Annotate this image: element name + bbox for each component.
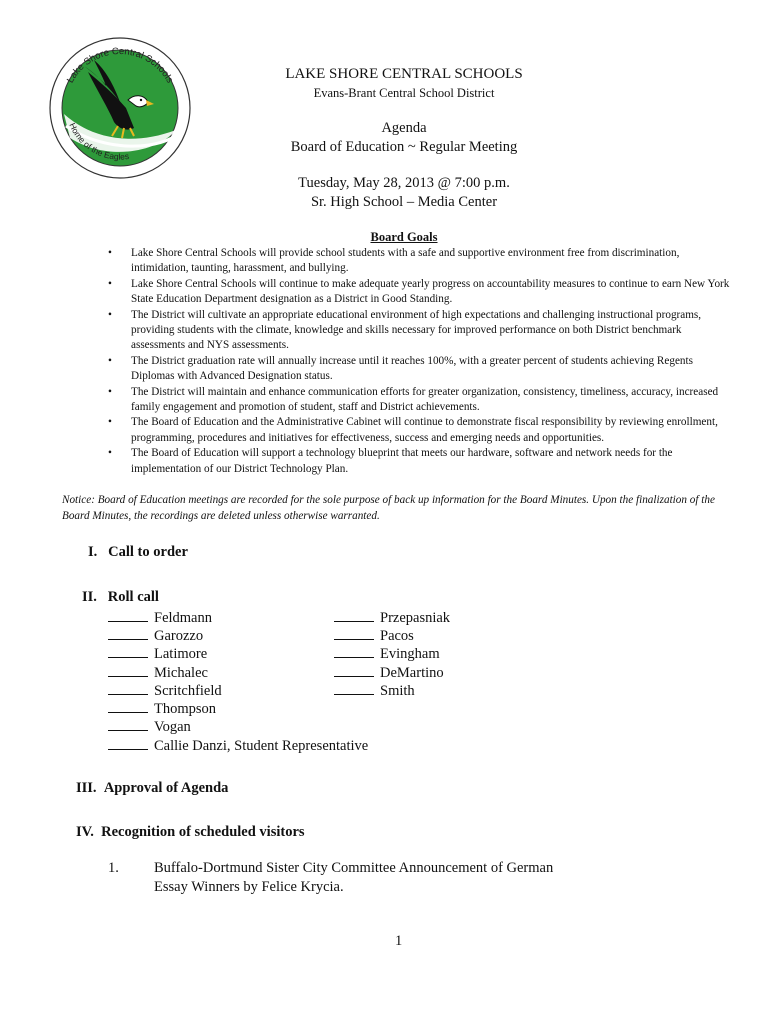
roll-blank bbox=[334, 662, 374, 677]
roll-call-entry bbox=[334, 643, 440, 663]
member-name: Vogan bbox=[154, 719, 191, 735]
section-number: III. bbox=[76, 780, 97, 796]
district-name: Evans-Brant Central School District bbox=[313, 86, 495, 100]
roll-call-entry bbox=[108, 698, 216, 718]
roll-blank bbox=[108, 625, 148, 640]
section-title: Approval of Agenda bbox=[103, 780, 229, 796]
roll-call-entry bbox=[108, 607, 212, 627]
roll-call-entry bbox=[108, 680, 222, 700]
meeting-type: Board of Education ~ Regular Meeting bbox=[290, 139, 518, 155]
member-name: Evingham bbox=[380, 646, 440, 662]
member-name: DeMartino bbox=[380, 665, 444, 681]
board-goals-heading: Board Goals bbox=[370, 230, 438, 244]
roll-call-entry bbox=[334, 607, 450, 627]
section-number: IV. bbox=[76, 824, 94, 840]
section-call-to-order bbox=[88, 544, 188, 561]
goal-item: • The District will cultivate an appropriate educational environment of high expectations and challenging instructional programs, providing students with the climate, knowledge and skills necessary for improved performance on both District benchmark assessments and NYS assessments. bbox=[108, 308, 734, 354]
roll-call-entry bbox=[334, 662, 444, 682]
member-name: Feldmann bbox=[154, 610, 212, 626]
visitor-item-text-line1: Buffalo-Dortmund Sister City Committee Announcement of German bbox=[154, 860, 554, 876]
goal-item: • Lake Shore Central Schools will continue to make adequate yearly progress on accountability measures to continue to earn New York State Education Department designation as a District in Good Standing. bbox=[108, 277, 734, 308]
roll-blank bbox=[108, 698, 148, 713]
roll-call-entry bbox=[334, 625, 414, 645]
recording-notice: Notice: Board of Education meetings are recorded for the sole purpose of back up information for the Board Minutes. Upon the finalization of the Board Minutes, the recordings are deleted unless otherwise warranted. bbox=[62, 494, 715, 522]
meeting-date: Tuesday, May 28, 2013 @ 7:00 p.m. bbox=[298, 175, 510, 191]
member-name: Thompson bbox=[154, 701, 217, 717]
member-name: Michalec bbox=[154, 665, 208, 681]
section-title: Recognition of scheduled visitors bbox=[101, 824, 305, 840]
section-number: II. bbox=[82, 589, 97, 605]
goal-item: • The District graduation rate will annually increase until it reaches 100%, with a greater percent of students achieving Regents Diplomas with Advanced Designation status. bbox=[108, 354, 734, 385]
roll-blank bbox=[334, 607, 374, 622]
member-name: Scritchfield bbox=[154, 683, 222, 699]
doc-title: Agenda bbox=[381, 120, 427, 136]
page-number: 1 bbox=[395, 933, 403, 949]
roll-call-entry bbox=[108, 716, 191, 736]
member-name: Latimore bbox=[154, 646, 208, 662]
logo-ring-text-top: Lake Shore Central Schools bbox=[64, 45, 176, 85]
roll-blank bbox=[334, 643, 374, 658]
board-goals-list bbox=[108, 246, 734, 477]
member-name: Pacos bbox=[380, 628, 414, 644]
section-approval-of-agenda bbox=[76, 780, 228, 797]
roll-blank bbox=[108, 643, 148, 658]
section-number: I. bbox=[88, 544, 98, 560]
section-title: Call to order bbox=[108, 544, 188, 560]
roll-call-entry bbox=[108, 643, 207, 663]
goal-item: • Lake Shore Central Schools will provide school students with a safe and supportive environment free from discrimination, intimidation, taunting, harassment, and bullying. bbox=[108, 246, 734, 277]
visitor-item-text-line2: Essay Winners by Felice Krycia. bbox=[154, 879, 344, 895]
meeting-location: Sr. High School – Media Center bbox=[310, 194, 498, 210]
roll-call-entry bbox=[108, 625, 203, 645]
roll-blank bbox=[334, 680, 374, 695]
roll-call-entry bbox=[108, 735, 368, 755]
goal-item: • The Board of Education and the Administrative Cabinet will continue to demonstrate fiscal responsibility by reviewing enrollment, programming, procedures and initiatives for effectiveness, success and emerging needs and opportunities. bbox=[108, 415, 734, 446]
section-roll-call bbox=[82, 589, 159, 606]
section-scheduled-visitors bbox=[76, 824, 305, 841]
roll-blank bbox=[108, 680, 148, 695]
school-name: LAKE SHORE CENTRAL SCHOOLS bbox=[285, 66, 523, 82]
roll-blank bbox=[108, 662, 148, 677]
roll-blank bbox=[108, 735, 148, 750]
roll-blank bbox=[108, 716, 148, 731]
goal-item: • The Board of Education will support a technology blueprint that meets our hardware, software and network needs for the implementation of our District Technology Plan. bbox=[108, 446, 734, 477]
section-title: Roll call bbox=[107, 589, 159, 605]
member-name: Smith bbox=[380, 683, 415, 699]
roll-blank bbox=[108, 607, 148, 622]
member-name: Callie Danzi, Student Representative bbox=[154, 738, 369, 754]
visitor-item-number: 1. bbox=[108, 860, 119, 876]
member-name: Przepasniak bbox=[380, 610, 451, 626]
goal-item: • The District will maintain and enhance communication efforts for greater organization, consistency, timeliness, accuracy, increased family engagement and promotion of student, staff and District achievements. bbox=[108, 385, 734, 416]
member-name: Garozzo bbox=[154, 628, 204, 644]
roll-call-entry bbox=[334, 680, 415, 700]
logo-ring-text-bottom: Home of the Eagles bbox=[67, 121, 130, 162]
roll-blank bbox=[334, 625, 374, 640]
roll-call-entry bbox=[108, 662, 208, 682]
school-logo bbox=[48, 36, 192, 180]
